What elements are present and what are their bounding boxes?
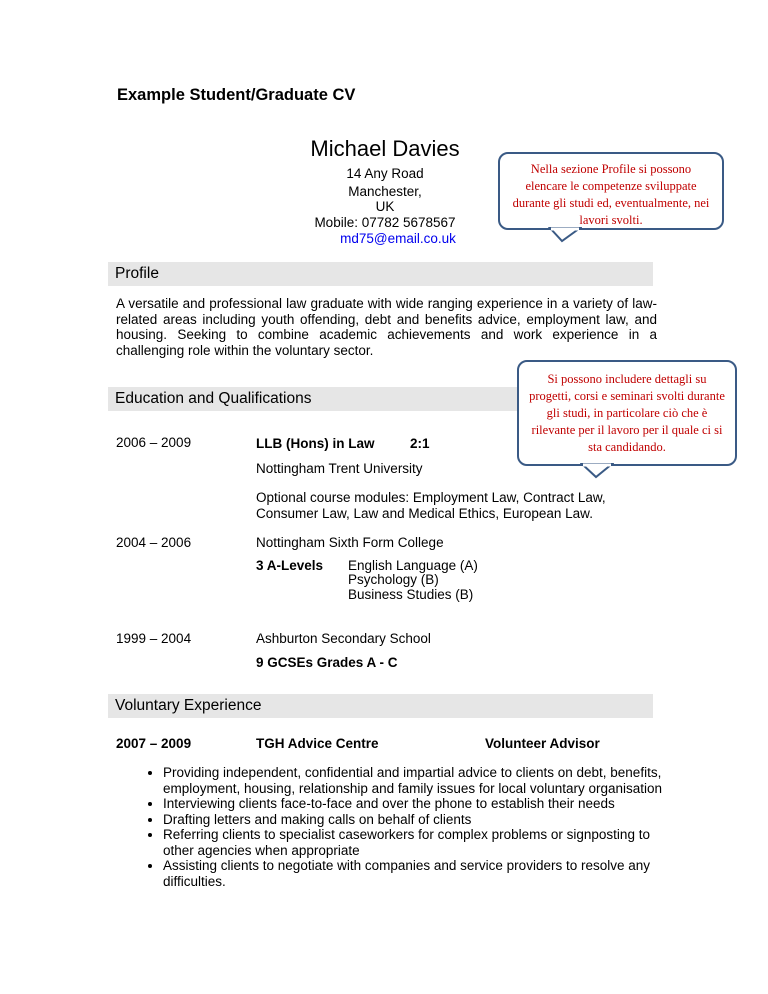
institution-name: Nottingham Trent University (256, 461, 423, 476)
subject-grade: Psychology (B) (348, 572, 439, 587)
education-dates: 1999 – 2004 (116, 631, 192, 646)
course-modules: Optional course modules: Employment Law, Contract Law, (256, 490, 606, 505)
degree-title: LLB (Hons) in Law (256, 436, 375, 451)
list-item: • Referring clients to specialist caseworkers for complex problems or signposting to other agencies when appropriate (163, 827, 683, 858)
education-dates: 2006 – 2009 (116, 435, 192, 450)
list-item: • Drafting letters and making calls on behalf of clients (163, 812, 683, 828)
institution-name: Ashburton Secondary School (256, 631, 431, 646)
qualification-name: 3 A-Levels (256, 558, 324, 573)
course-modules: Consumer Law, Law and Medical Ethics, European Law. (256, 506, 593, 521)
education-heading: Education and Qualifications (108, 387, 653, 411)
address-line: UK (375, 199, 395, 214)
subject-grade: Business Studies (B) (348, 587, 474, 602)
subject-grade: English Language (A) (348, 558, 478, 573)
profile-callout-tail (548, 227, 582, 243)
address-line: Manchester, (348, 184, 422, 199)
profile-text: A versatile and professional law graduate with wide ranging experience in a variety of law-related areas including youth offending, debt and benefits advice, employment law, and housing. Seeking to combine academic achievements and work experience in a challenging role within the voluntary sector. (116, 296, 657, 358)
email-link[interactable]: md75@email.co.uk (340, 231, 456, 246)
profile-callout-text: Nella sezione Profile si possono elencare le competenze sviluppate durante gli studi ed, eventualmente, nei lavori svolti. (512, 162, 710, 227)
role-title: Volunteer Advisor (485, 736, 600, 751)
list-item: • Interviewing clients face-to-face and over the phone to establish their needs (163, 796, 683, 812)
institution-name: Nottingham Sixth Form College (256, 535, 444, 550)
education-callout-text: Si possono includere dettagli su progetti, corsi e seminari svolti durante gli studi, in particolare ciò che è rilevante per il lavoro per il quale ci si sta candidando. (529, 372, 725, 454)
address-line: 14 Any Road (346, 166, 424, 181)
list-item: • Providing independent, confidential and impartial advice to clients on debt, benefits, employment, housing, relationship and family issues for local voluntary organisation (163, 765, 683, 796)
document-title: Example Student/Graduate CV (117, 86, 356, 104)
mobile-number: Mobile: 07782 5678567 (314, 215, 456, 230)
organisation-name: TGH Advice Centre (256, 736, 379, 751)
profile-heading: Profile (108, 262, 653, 286)
voluntary-dates: 2007 – 2009 (116, 736, 192, 751)
duties-list (141, 765, 683, 889)
education-dates: 2004 – 2006 (116, 535, 192, 550)
degree-grade: 2:1 (410, 436, 430, 451)
candidate-name: Michael Davies (310, 136, 460, 161)
profile-callout (498, 152, 724, 230)
voluntary-heading: Voluntary Experience (108, 694, 653, 718)
education-callout (517, 360, 737, 466)
qualification-name: 9 GCSEs Grades A - C (256, 655, 398, 670)
education-callout-tail (580, 463, 614, 479)
list-item: • Assisting clients to negotiate with companies and service providers to resolve any difficulties. (163, 858, 683, 889)
